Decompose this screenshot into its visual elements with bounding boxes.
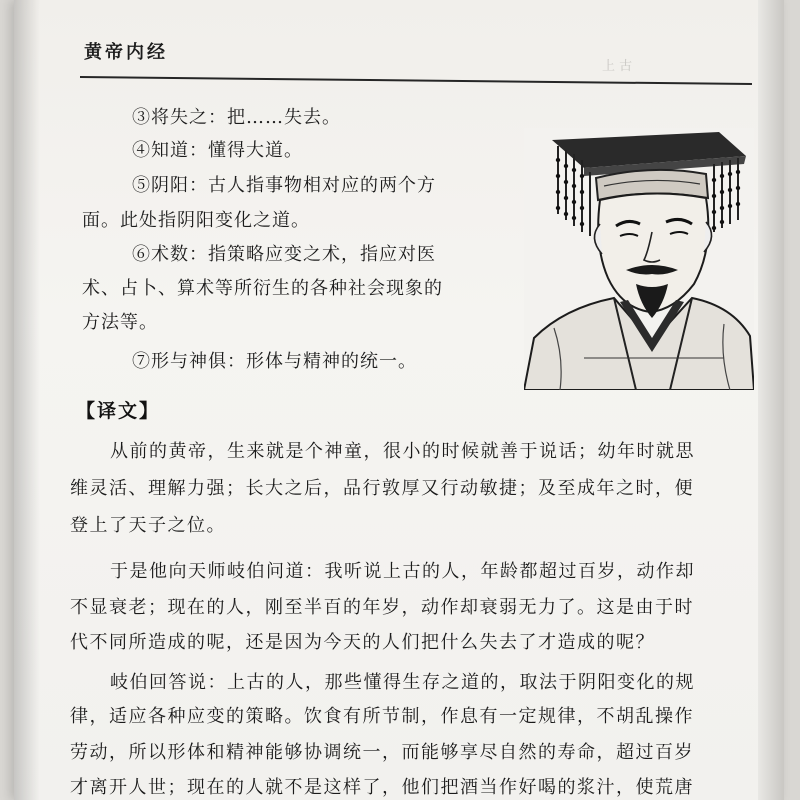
note-3: ③将失之：把……失去。 — [132, 107, 341, 128]
page-edge — [758, 0, 784, 800]
paragraph-line: 维灵活、理解力强；长大之后，品行敦厚又行动敏捷；及至成年之时，便 — [70, 478, 694, 499]
note-6-end: 方法等。 — [82, 312, 158, 333]
paragraph-line: 律，适应各种应变的策略。饮食有所节制，作息有一定规律，不胡乱操作 — [70, 706, 694, 727]
paragraph-line: 代不同所造成的呢，还是因为今天的人们把什么失去了才造成的呢？ — [70, 632, 655, 653]
paragraph-line: 不显衰老；现在的人，刚至半百的年岁，动作却衰弱无力了。这是由于时 — [70, 597, 694, 618]
paragraph-line: 于是他向天师岐伯问道：我听说上古的人，年龄都超过百岁，动作却 — [110, 561, 695, 582]
show-through-text: 上 古 — [602, 59, 633, 74]
running-header-title: 黄帝内经 — [84, 42, 168, 63]
section-heading-translation: 【译文】 — [76, 400, 161, 422]
note-6: ⑥术数：指策略应变之术，指应对医 — [132, 244, 436, 265]
note-5: ⑤阴阳：古人指事物相对应的两个方 — [132, 175, 436, 196]
header-rule — [80, 76, 752, 85]
paragraph-line: 岐伯回答说：上古的人，那些懂得生存之道的，取法于阴阳变化的规 — [110, 672, 695, 693]
paragraph-line: 劳动，所以形体和精神能够协调统一，而能够享尽自然的寿命，超过百岁 — [70, 742, 694, 763]
book-page — [14, 0, 784, 800]
note-4: ④知道：懂得大道。 — [132, 140, 303, 161]
note-5-continued: 面。此处指阴阳变化之道。 — [82, 210, 310, 231]
yellow-emperor-portrait — [524, 128, 754, 390]
note-7: ⑦形与神俱：形体与精神的统一。 — [132, 351, 417, 372]
note-6-continued: 术、占卜、算术等所衍生的各种社会现象的 — [82, 278, 443, 299]
paragraph-line: 登上了天子之位。 — [70, 515, 226, 536]
paragraph-line: 从前的黄帝，生来就是个神童，很小的时候就善于说话；幼年时就思 — [110, 441, 695, 462]
paragraph-line: 才离开人世；现在的人就不是这样了，他们把酒当作好喝的浆汁，使荒唐 — [70, 777, 694, 798]
